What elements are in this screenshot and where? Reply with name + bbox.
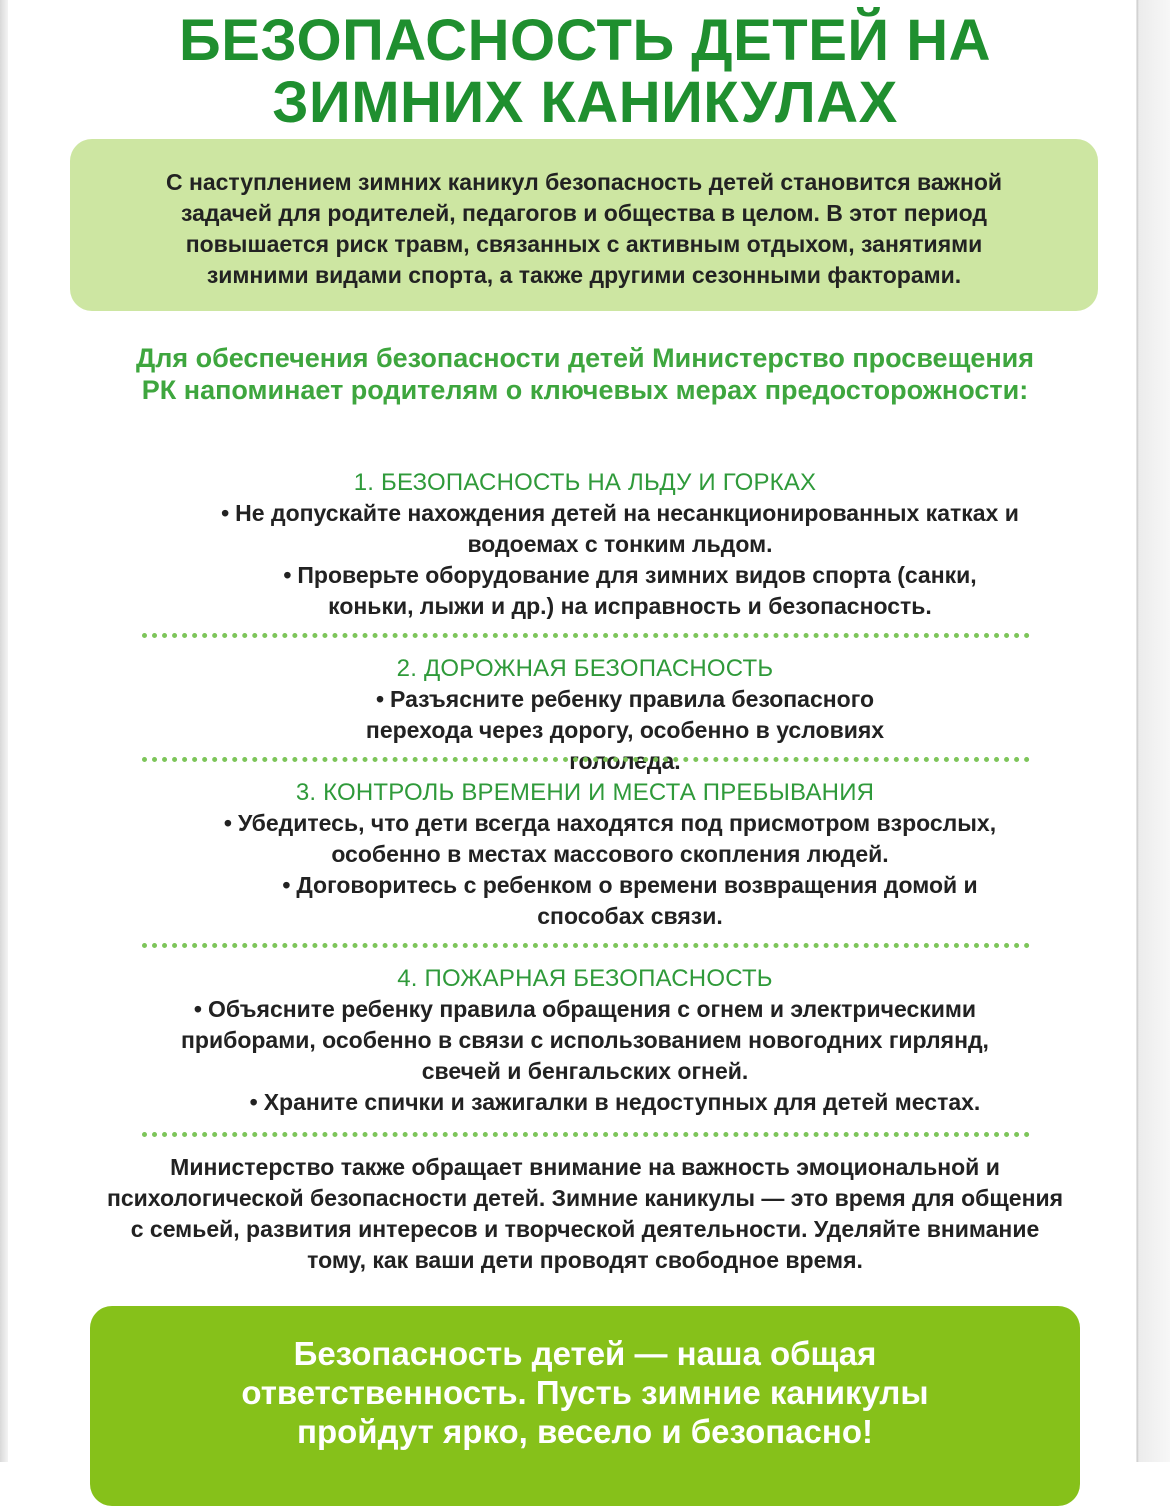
section-title: 4. ПОЖАРНАЯ БЕЗОПАСНОСТЬ: [397, 965, 773, 992]
section-title: 3. КОНТРОЛЬ ВРЕМЕНИ И МЕСТА ПРЕБЫВАНИЯ: [295, 779, 875, 806]
bullet-text: Не допускайте нахождения детей на несанкционированных катках и водоемах с тонким льдом.: [235, 500, 1019, 557]
bullet-text: Проверьте оборудование для зимних видов спорта (санки, коньки, лыжи и др.) на исправность и безопасность.: [297, 562, 977, 619]
section-divider: [142, 633, 1030, 638]
section-divider: [142, 1132, 1030, 1137]
section-title: 1. БЕЗОПАСНОСТЬ НА ЛЬДУ И ГОРКАХ: [353, 469, 817, 496]
list-item: [140, 684, 1030, 777]
lead-text: Для обеспечения безопасности детей Министерство просвещения РК напоминает родителям о ключевых мерах предосторожности:: [135, 343, 1035, 405]
bullet-text: Объясните ребенку правила обращения с огнем и электрическими приборами, особенно в связи с использованием новогодних гирлянд, свечей и бенгальских огней.: [181, 996, 989, 1084]
list-item: [140, 870, 1030, 932]
list-item: [140, 1087, 1030, 1118]
intro-box: [70, 139, 1098, 311]
list-item: [140, 808, 1030, 870]
closing-text: Министерство также обращает внимание на важность эмоциональной и психологической безопасности детей. Зимние каникулы — это время для общения с семьей, развития интересов и творческой деятельности. Уделяйте внимание тому, как ваши дети проводят свободное время.: [106, 1154, 1064, 1273]
section-ice-safety: [140, 468, 1030, 622]
bullet-text: Договоритесь с ребенком о времени возвращения домой и способах связи.: [296, 872, 978, 929]
bullet-text: Храните спички и зажигалки в недоступных для детей местах.: [263, 1089, 981, 1115]
bullet-icon: •: [221, 500, 230, 526]
bullet-icon: •: [282, 872, 291, 898]
page-edge-left: [0, 0, 8, 1462]
list-item: [140, 498, 1030, 560]
intro-text: С наступлением зимних каникул безопасность детей становится важной задачей для родителей, педагогов и общества в целом. В этот период повышается риск травм, связанных с активным отдыхом, занятиями зимними видами спорта, а также другими сезонными факторами.: [165, 169, 1003, 288]
list-item: [140, 560, 1030, 622]
page-edge-right: [1132, 0, 1170, 1462]
footer-banner: [90, 1306, 1080, 1506]
section-title: 2. ДОРОЖНАЯ БЕЗОПАСНОСТЬ: [396, 655, 774, 682]
page-title: БЕЗОПАСНОСТЬ ДЕТЕЙ НА ЗИМНИХ КАНИКУЛАХ: [179, 8, 991, 135]
bullet-icon: •: [193, 996, 202, 1022]
section-divider: [142, 943, 1030, 948]
section-fire-safety: [140, 964, 1030, 1118]
section-divider: [142, 757, 1030, 762]
bullet-text: Убедитесь, что дети всегда находятся под присмотром взрослых, особенно в местах массового скопления людей.: [237, 810, 997, 867]
list-item: [140, 994, 1030, 1087]
bullet-icon: •: [223, 810, 232, 836]
section-time-place-control: [140, 778, 1030, 932]
footer-text: Безопасность детей — наша общая ответственность. Пусть зимние каникулы пройдут ярко, весело и безопасно!: [241, 1335, 929, 1450]
bullet-text: Разъясните ребенку правила безопасного перехода через дорогу, особенно в условиях гололеда.: [365, 686, 885, 774]
bullet-icon: •: [249, 1089, 258, 1115]
bullet-icon: •: [283, 562, 292, 588]
bullet-icon: •: [375, 686, 385, 712]
